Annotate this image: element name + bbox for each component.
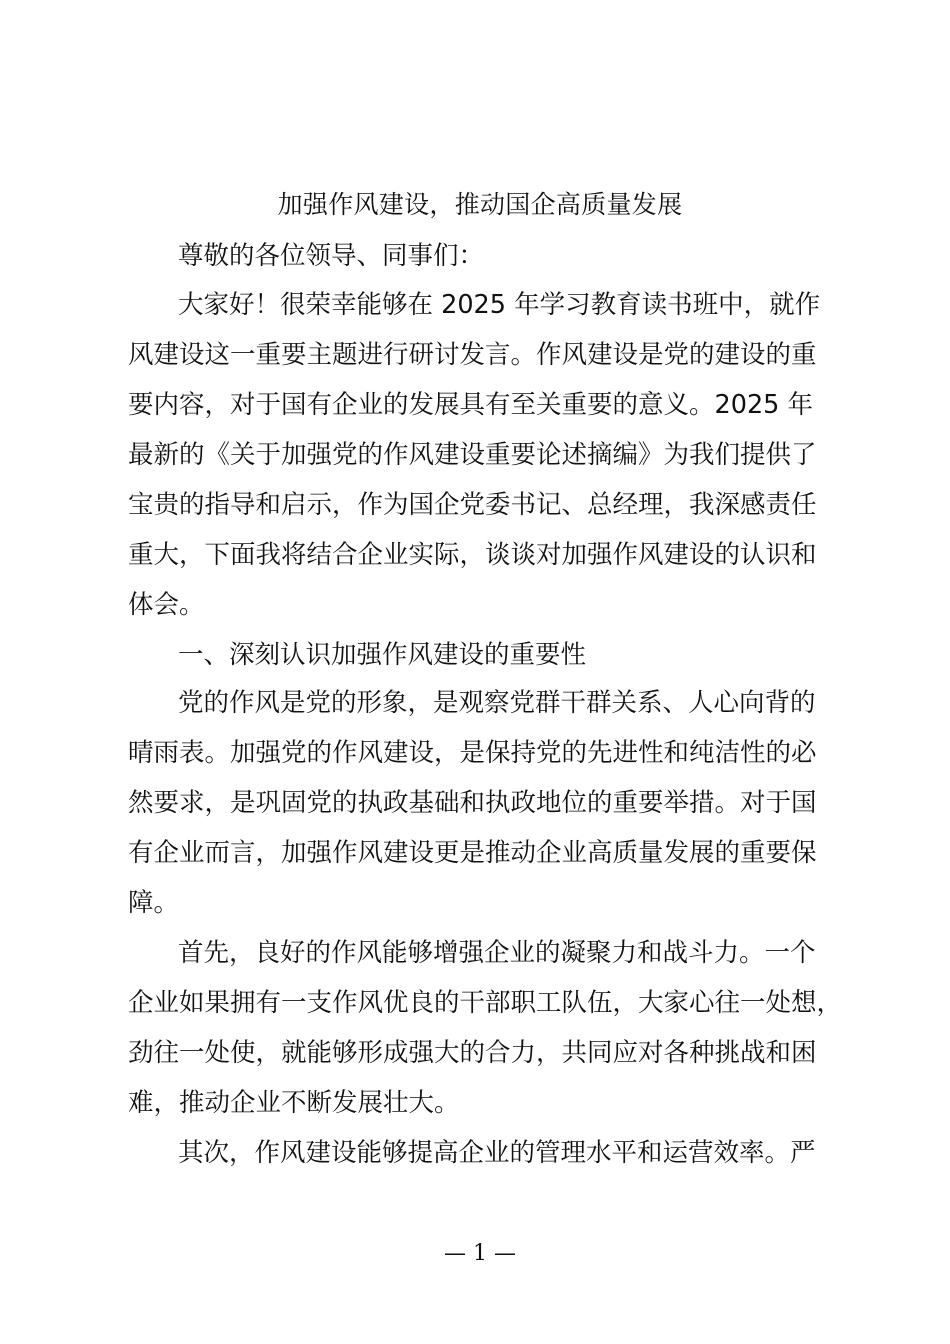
body-text-line: 最新的《关于加强党的作风建设重要论述摘编》为我们提供了 <box>128 440 817 470</box>
document-title: 加强作风建设，推动国企高质量发展 <box>277 190 683 219</box>
body-text-line: 党的作风是党的形象，是观察党群干群关系、人心向背的 <box>178 688 816 718</box>
body-text-line: 晴雨表。加强党的作风建设，是保持党的先进性和纯洁性的必 <box>128 738 817 768</box>
body-text-line: 大家好！很荣幸能够在 2025 年学习教育读书班中，就作 <box>178 290 821 320</box>
body-text-line: 其次，作风建设能够提高企业的管理水平和运营效率。严 <box>178 1138 816 1168</box>
body-text-line: 体会。 <box>128 590 205 620</box>
body-text-line: 宝贵的指导和启示，作为国企党委书记、总经理，我深感责任 <box>128 490 817 520</box>
body-text-line: 然要求，是巩固党的执政基础和执政地位的重要举措。对于国 <box>128 788 817 818</box>
body-text-line: 首先，良好的作风能够增强企业的凝聚力和战斗力。一个 <box>178 938 816 968</box>
body-text-line: 风建设这一重要主题进行研讨发言。作风建设是党的建设的重 <box>128 340 817 370</box>
body-text-line: 障。 <box>128 888 180 918</box>
body-text-line: 劲往一处使，就能够形成强大的合力，共同应对各种挑战和困 <box>128 1038 817 1068</box>
salutation-line: 尊敬的各位领导、同事们： <box>178 241 485 271</box>
section-heading: 一、深刻认识加强作风建设的重要性 <box>178 640 587 670</box>
body-text-line: 企业如果拥有一支作风优良的干部职工队伍，大家心往一处想， <box>128 988 843 1018</box>
body-text-line: 有企业而言，加强作风建设更是推动企业高质量发展的重要保 <box>128 838 817 868</box>
body-text-line: 重大，下面我将结合企业实际，谈谈对加强作风建设的认识和 <box>128 540 817 570</box>
body-text-line: 难，推动企业不断发展壮大。 <box>128 1088 460 1118</box>
body-text-line: 要内容，对于国有企业的发展具有至关重要的意义。2025 年 <box>128 390 814 420</box>
page-number: — 1 — <box>444 1241 516 1266</box>
